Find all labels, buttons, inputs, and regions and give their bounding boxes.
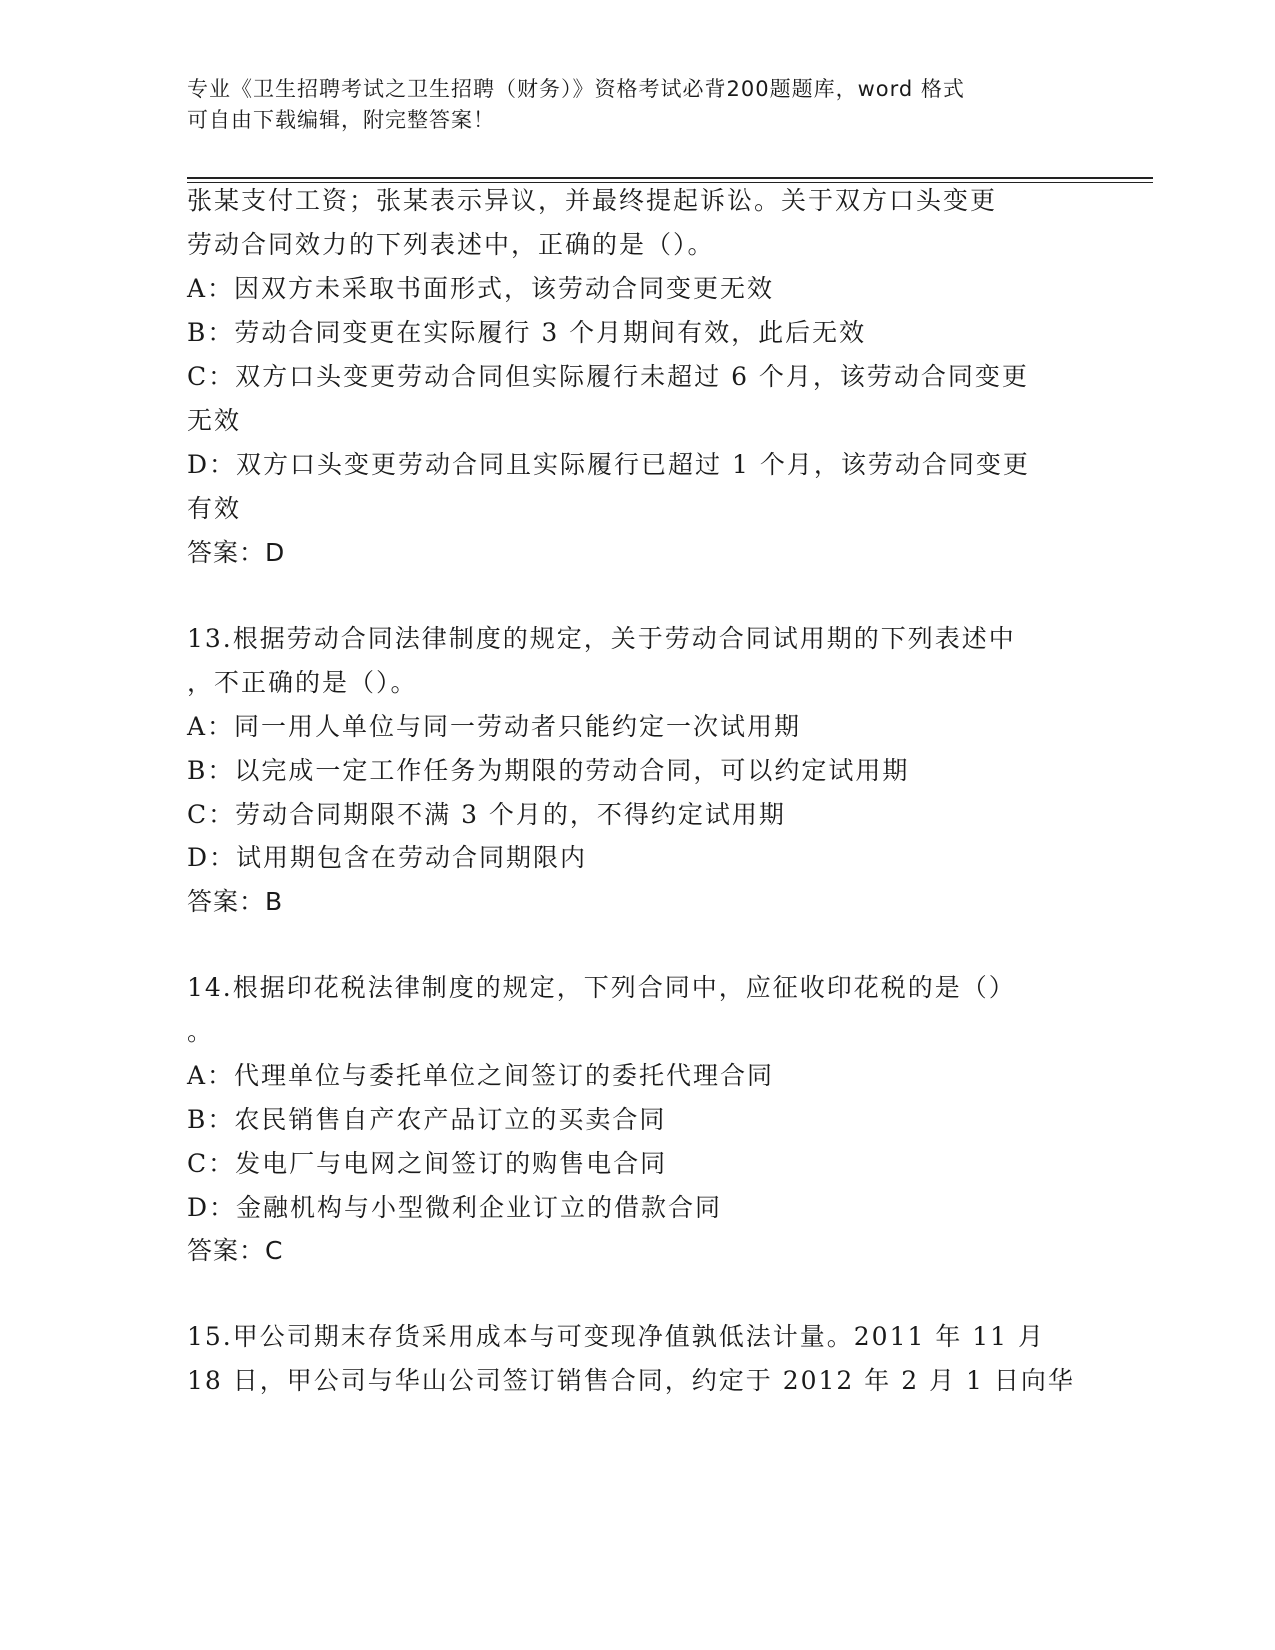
q14-option-a: A：代理单位与委托单位之间签订的委托代理合同	[187, 1061, 775, 1090]
header-title-line-2: 可自由下载编辑，附完整答案！	[187, 108, 495, 132]
q14-answer: 答案：C	[187, 1236, 284, 1265]
q13-option-b: B：以完成一定工作任务为期限的劳动合同，可以约定试用期	[187, 756, 910, 785]
q14-stem-line-2: 。	[187, 1017, 215, 1046]
q13-option-a: A：同一用人单位与同一劳动者只能约定一次试用期	[187, 712, 802, 741]
header-divider-thick	[187, 177, 1153, 179]
q12-stem-line-2: 劳动合同效力的下列表述中，正确的是（）。	[187, 230, 715, 259]
q12-option-d-line-1: D：双方口头变更劳动合同且实际履行已超过 1 个月，该劳动合同变更	[187, 450, 1030, 479]
q14-stem-line-1: 14.根据印花税法律制度的规定，下列合同中，应征收印花税的是（）	[187, 973, 1016, 1002]
q12-option-a: A：因双方未采取书面形式，该劳动合同变更无效	[187, 274, 775, 303]
q12-stem-line-1: 张某支付工资；张某表示异议，并最终提起诉讼。关于双方口头变更	[187, 186, 998, 215]
q12-option-b: B：劳动合同变更在实际履行 3 个月期间有效，此后无效	[187, 318, 867, 347]
q15-stem-line-2: 18 日，甲公司与华山公司签订销售合同，约定于 2012 年 2 月 1 日向华	[187, 1366, 1075, 1395]
document-header	[187, 74, 1067, 136]
q13-option-d: D：试用期包含在劳动合同期限内	[187, 843, 588, 872]
q12-answer: 答案：D	[187, 538, 286, 567]
q12-option-c-line-1: C：双方口头变更劳动合同但实际履行未超过 6 个月，该劳动合同变更	[187, 362, 1029, 391]
q13-option-c: C：劳动合同期限不满 3 个月的，不得约定试用期	[187, 800, 786, 829]
q12-option-c-line-2: 无效	[187, 406, 242, 435]
q14-option-c: C：发电厂与电网之间签订的购售电合同	[187, 1149, 668, 1178]
q14-option-d: D：金融机构与小型微利企业订立的借款合同	[187, 1193, 723, 1222]
q15-stem-line-1: 15.甲公司期末存货采用成本与可变现净值孰低法计量。2011 年 11 月	[187, 1322, 1046, 1351]
q13-stem-line-2: ，不正确的是（）。	[187, 668, 418, 697]
header-divider-thin	[187, 182, 1153, 183]
q14-option-b: B：农民销售自产农产品订立的买卖合同	[187, 1105, 667, 1134]
q12-option-d-line-2: 有效	[187, 494, 242, 523]
q13-answer: 答案：B	[187, 887, 284, 916]
header-title-line-1: 专业《卫生招聘考试之卫生招聘（财务）》资格考试必背200题题库，word 格式	[187, 77, 965, 101]
q13-stem-line-1: 13.根据劳动合同法律制度的规定，关于劳动合同试用期的下列表述中	[187, 624, 1016, 653]
